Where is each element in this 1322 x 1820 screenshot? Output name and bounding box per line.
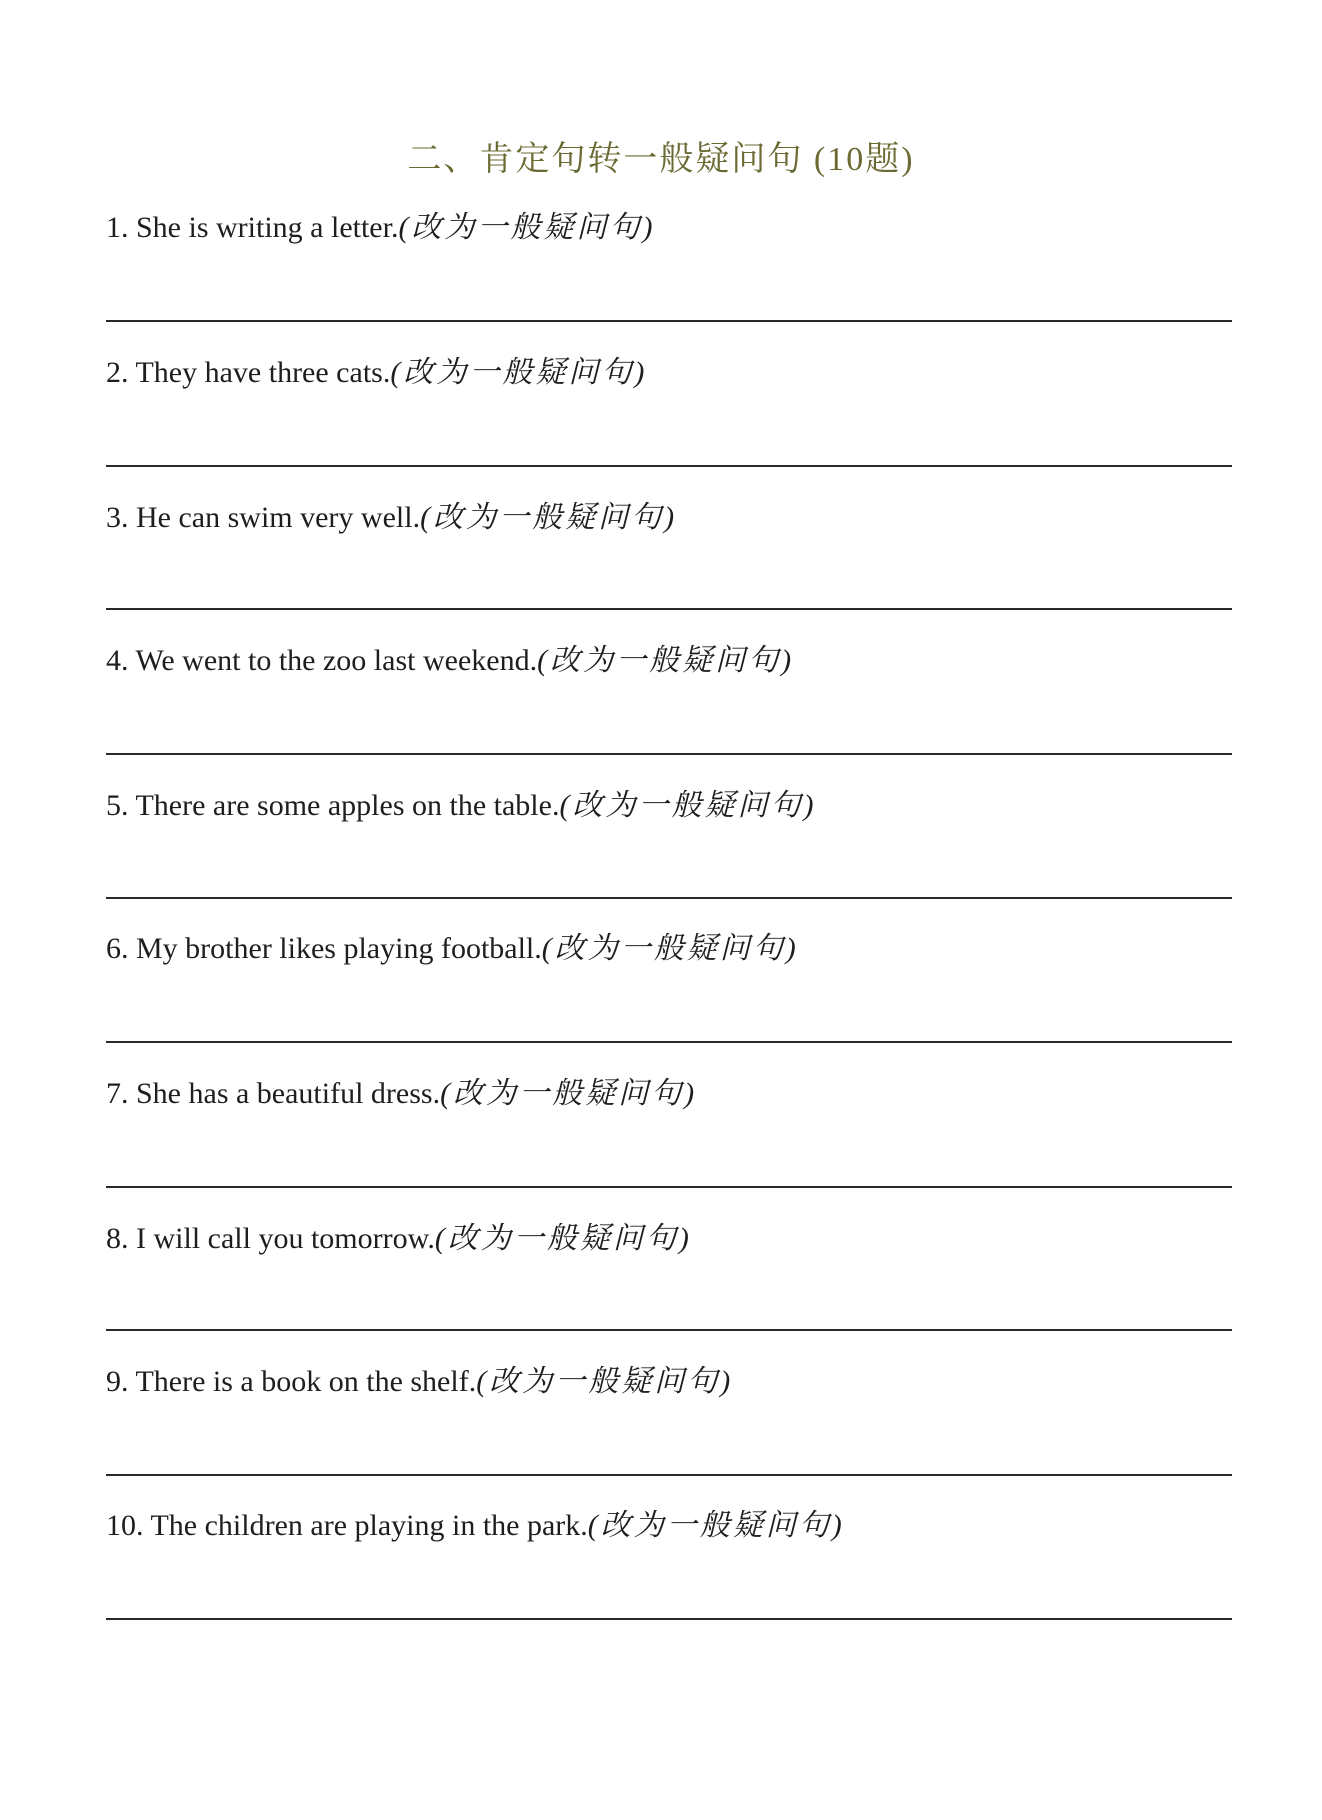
answer-line[interactable] xyxy=(106,897,1232,899)
question-instruction: (改为一般疑问句) xyxy=(559,789,817,822)
question-instruction: (改为一般疑问句) xyxy=(434,1222,692,1255)
question-sentence: 7. She has a beautiful dress. xyxy=(106,1077,441,1110)
question-item xyxy=(106,641,1232,791)
question-item xyxy=(106,1362,1232,1512)
question-instruction: (改为一般疑问句) xyxy=(541,932,799,965)
question-item xyxy=(106,1074,1232,1224)
worksheet-title: 二、肯定句转一般疑问句 (10题) xyxy=(407,141,915,178)
question-instruction: (改为一般疑问句) xyxy=(476,1365,734,1398)
question-instruction: (改为一般疑问句) xyxy=(537,644,795,677)
question-item xyxy=(106,353,1232,503)
question-sentence: 4. We went to the zoo last weekend. xyxy=(106,644,538,677)
answer-line[interactable] xyxy=(106,753,1232,755)
question-sentence: 8. I will call you tomorrow. xyxy=(106,1222,435,1255)
question-item xyxy=(106,498,1232,648)
question-text xyxy=(106,208,655,248)
question-item xyxy=(106,1506,1232,1656)
question-sentence: 1. She is writing a letter. xyxy=(106,211,399,244)
question-text xyxy=(106,1074,697,1114)
answer-line[interactable] xyxy=(106,1618,1232,1620)
answer-line[interactable] xyxy=(106,1186,1232,1188)
question-sentence: 3. He can swim very well. xyxy=(106,501,421,534)
question-text xyxy=(106,353,647,393)
question-instruction: (改为一般疑问句) xyxy=(420,501,678,534)
question-text xyxy=(106,1362,733,1402)
question-item xyxy=(106,786,1232,936)
question-text xyxy=(106,1219,692,1259)
question-text xyxy=(106,1506,845,1546)
question-text xyxy=(106,641,794,681)
answer-line[interactable] xyxy=(106,1329,1232,1331)
question-sentence: 10. The children are playing in the park. xyxy=(106,1509,588,1542)
answer-line[interactable] xyxy=(106,1474,1232,1476)
question-instruction: (改为一般疑问句) xyxy=(398,211,656,244)
question-sentence: 9. There is a book on the shelf. xyxy=(106,1365,477,1398)
question-item xyxy=(106,1219,1232,1369)
question-sentence: 6. My brother likes playing football. xyxy=(106,932,542,965)
question-sentence: 5. There are some apples on the table. xyxy=(106,789,560,822)
question-sentence: 2. They have three cats. xyxy=(106,356,391,389)
answer-line[interactable] xyxy=(106,608,1232,610)
question-text xyxy=(106,498,677,538)
question-instruction: (改为一般疑问句) xyxy=(587,1509,845,1542)
answer-line[interactable] xyxy=(106,465,1232,467)
question-item xyxy=(106,929,1232,1079)
answer-line[interactable] xyxy=(106,1041,1232,1043)
question-item xyxy=(106,208,1232,358)
question-text xyxy=(106,929,799,969)
question-instruction: (改为一般疑问句) xyxy=(390,356,648,389)
answer-line[interactable] xyxy=(106,320,1232,322)
question-text xyxy=(106,786,816,826)
question-instruction: (改为一般疑问句) xyxy=(440,1077,698,1110)
